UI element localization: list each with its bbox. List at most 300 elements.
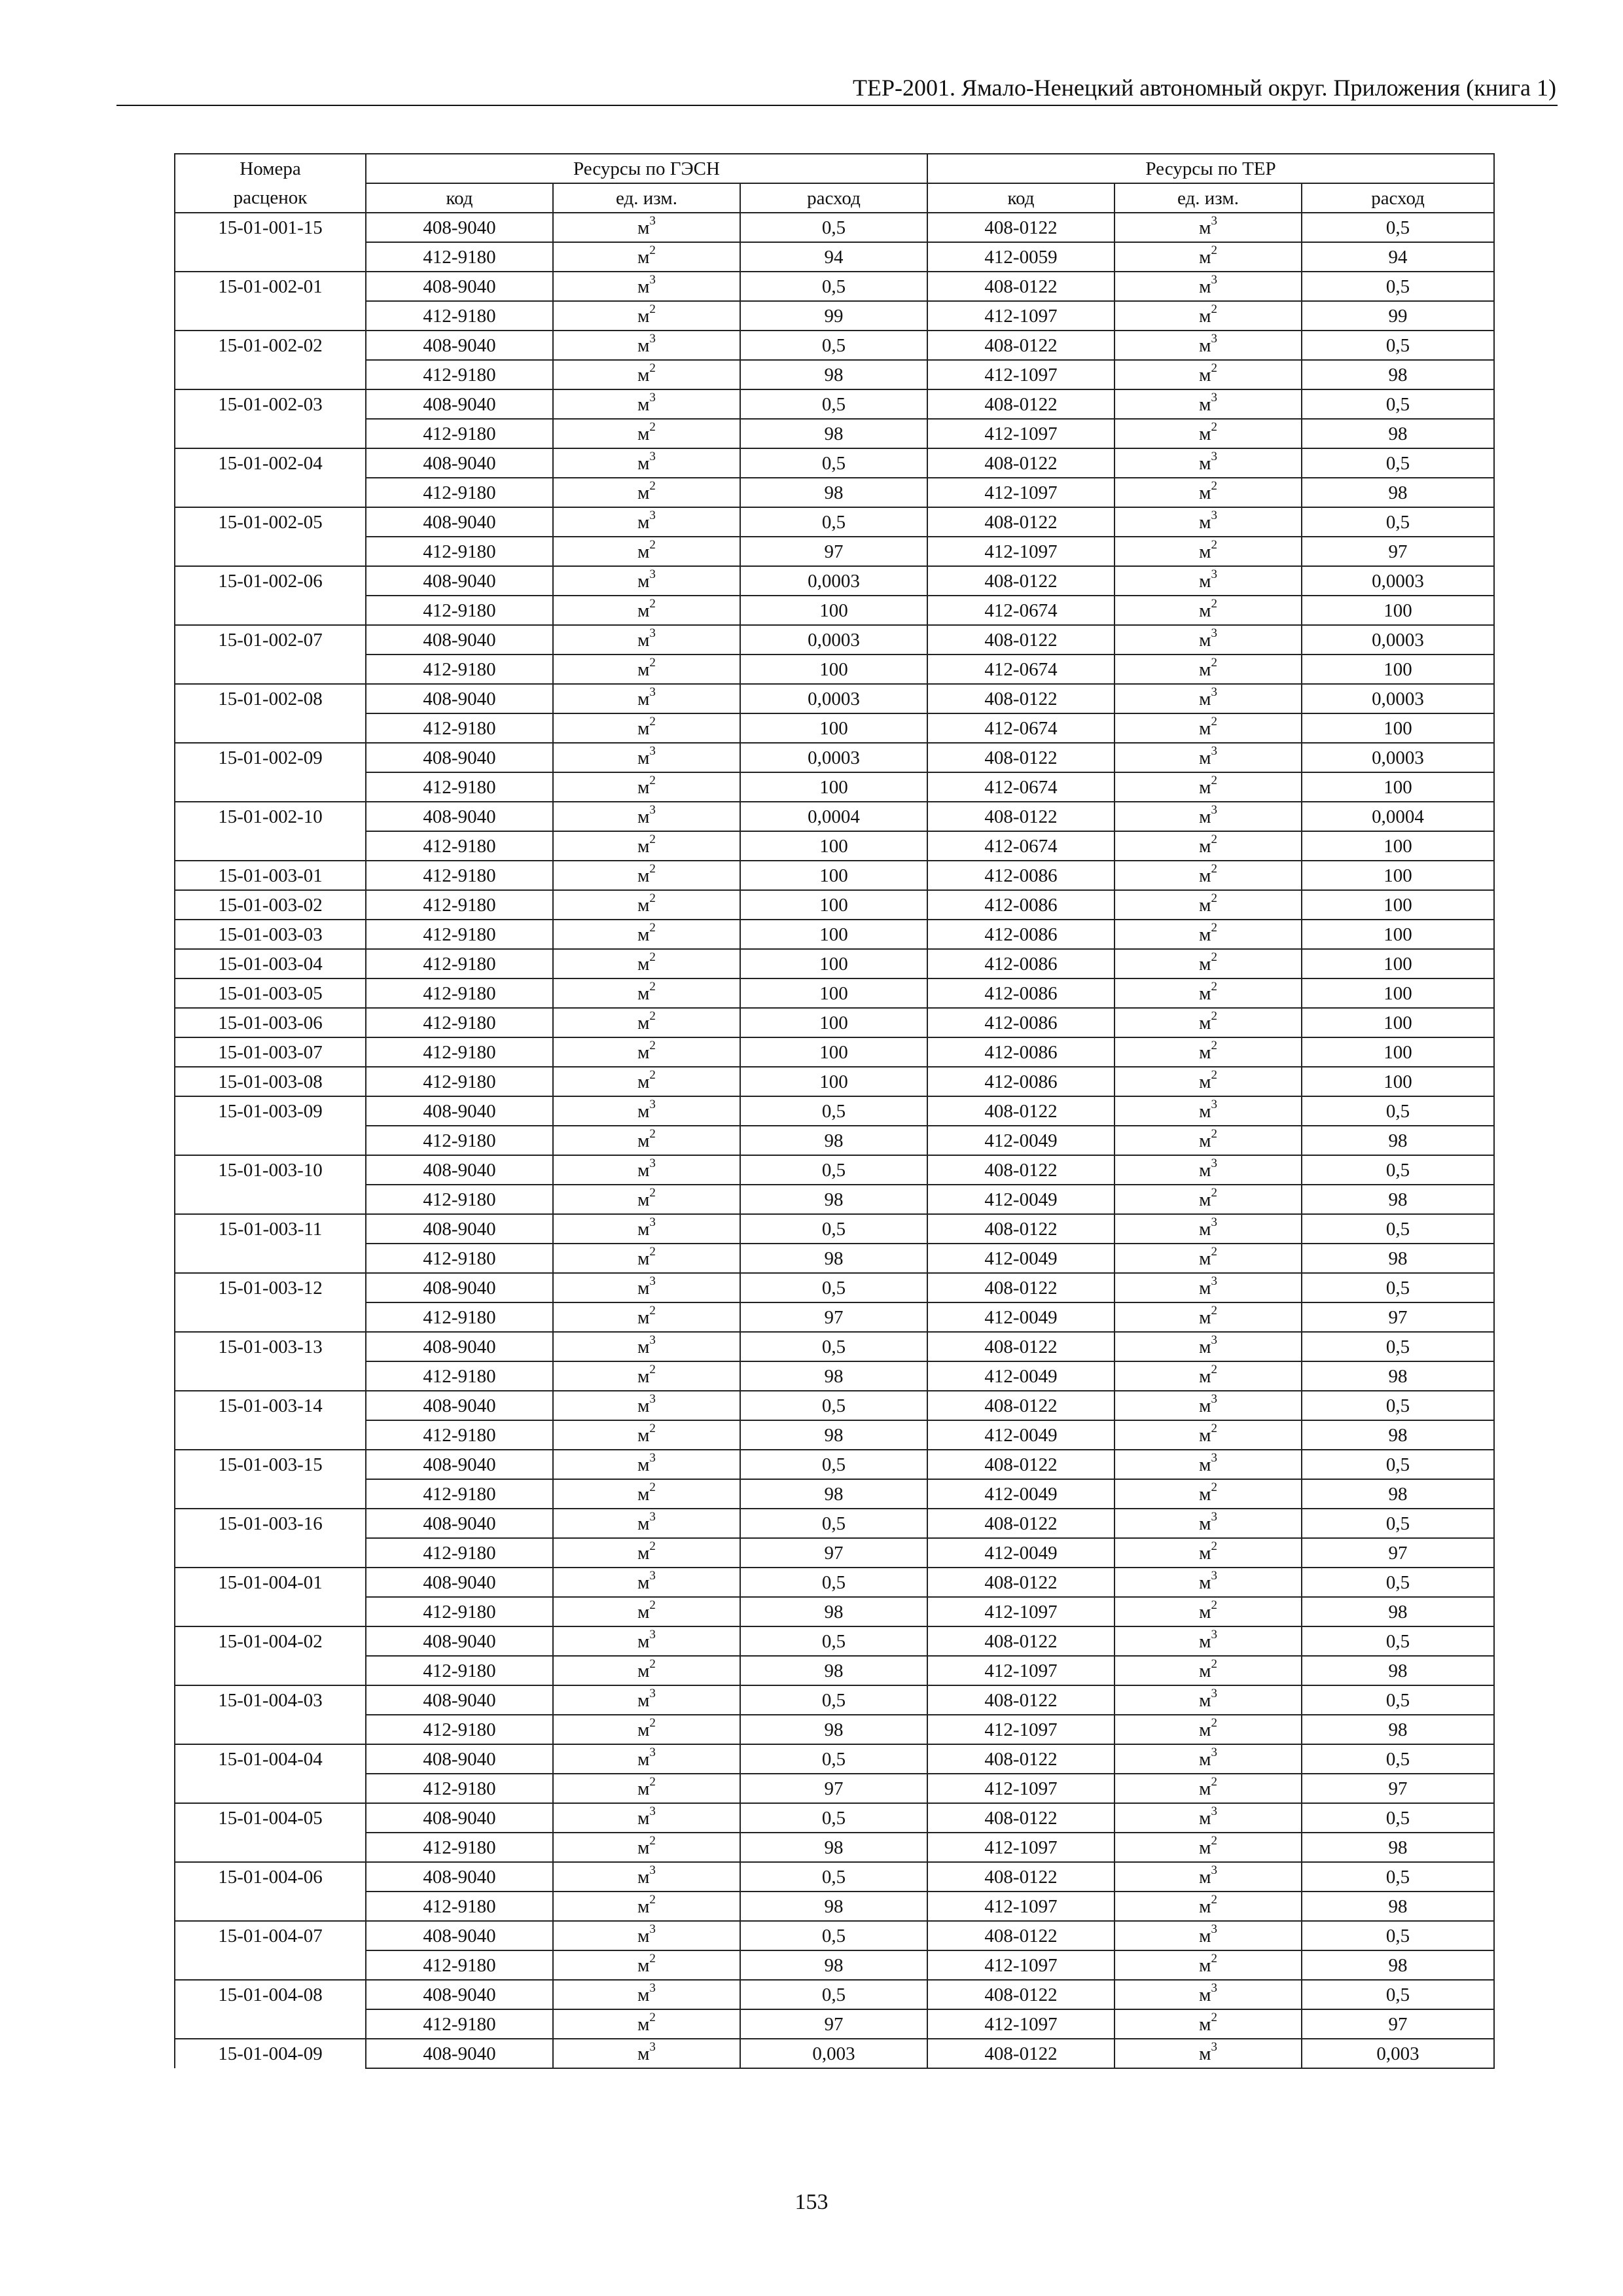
ter-consumption-cell: 98: [1302, 1892, 1494, 1921]
ter-unit-cell: [1115, 478, 1302, 507]
rate-number-cell: 15-01-003-07: [175, 1037, 366, 1067]
header-rate-numbers-line2: расценок: [175, 183, 366, 213]
gesn-unit-cell: [553, 537, 740, 566]
unit-exponent: 2: [1211, 1421, 1217, 1435]
table-row: [175, 861, 1494, 890]
ter-consumption-cell: 97: [1302, 1302, 1494, 1332]
gesn-code-cell: 412-9180: [366, 242, 553, 272]
ter-code-cell: 412-1097: [927, 1950, 1115, 1980]
unit-exponent: 3: [649, 567, 656, 581]
unit-exponent: 2: [1211, 1480, 1217, 1494]
ter-consumption-cell: 100: [1302, 596, 1494, 625]
ter-unit-cell: [1115, 1950, 1302, 1980]
ter-code-cell: 408-0122: [927, 1685, 1115, 1715]
unit-exponent: 2: [1211, 861, 1217, 876]
gesn-code-cell: 408-9040: [366, 1155, 553, 1185]
rate-number-cell: 15-01-002-01: [175, 272, 366, 301]
ter-code-cell: 412-0086: [927, 890, 1115, 920]
gesn-code-cell: 412-9180: [366, 419, 553, 448]
ter-code-cell: 408-0122: [927, 1096, 1115, 1126]
gesn-code-cell: 412-9180: [366, 713, 553, 743]
gesn-unit-cell: [553, 389, 740, 419]
unit-exponent: 2: [649, 1185, 656, 1200]
unit-base: м: [1199, 776, 1211, 798]
unit-base: м: [1199, 1630, 1211, 1652]
unit-exponent: 3: [1211, 272, 1217, 287]
rate-number-cell: [175, 301, 366, 331]
unit-base: м: [637, 953, 650, 975]
rate-number-cell: 15-01-002-07: [175, 625, 366, 655]
unit-exponent: 3: [1211, 567, 1217, 581]
unit-base: м: [637, 629, 650, 651]
unit-exponent: 2: [1211, 1009, 1217, 1023]
gesn-unit-cell: [553, 861, 740, 890]
gesn-code-cell: 412-9180: [366, 1067, 553, 1096]
ter-unit-cell: [1115, 1597, 1302, 1626]
rate-number-cell: [175, 242, 366, 272]
unit-exponent: 2: [1211, 1038, 1217, 1052]
rate-number-cell: 15-01-004-02: [175, 1626, 366, 1656]
rate-number-cell: 15-01-002-05: [175, 507, 366, 537]
ter-consumption-cell: 0,5: [1302, 507, 1494, 537]
ter-code-cell: 412-1097: [927, 537, 1115, 566]
gesn-consumption-cell: 0,5: [740, 1273, 927, 1302]
ter-code-cell: 412-0086: [927, 978, 1115, 1008]
unit-base: м: [1199, 717, 1211, 739]
unit-base: м: [1199, 1012, 1211, 1033]
rate-number-cell: [175, 1244, 366, 1273]
unit-base: м: [1199, 1895, 1211, 1917]
ter-code-cell: 408-0122: [927, 566, 1115, 596]
unit-base: м: [637, 1424, 650, 1446]
ter-code-cell: 412-0674: [927, 713, 1115, 743]
gesn-code-cell: 412-9180: [366, 1715, 553, 1744]
gesn-unit-cell: [553, 1921, 740, 1950]
rate-number-cell: 15-01-003-03: [175, 920, 366, 949]
rate-number-cell: [175, 1479, 366, 1509]
unit-exponent: 2: [649, 979, 656, 994]
ter-unit-cell: [1115, 713, 1302, 743]
gesn-unit-cell: [553, 2039, 740, 2068]
table-row: [175, 1862, 1494, 1892]
header-rule: [116, 105, 1558, 106]
ter-unit-cell: [1115, 2039, 1302, 2068]
unit-exponent: 2: [1211, 1598, 1217, 1612]
unit-base: м: [637, 688, 650, 709]
gesn-consumption-cell: 98: [740, 1126, 927, 1155]
gesn-consumption-cell: 98: [740, 1833, 927, 1862]
unit-base: м: [637, 511, 650, 533]
unit-base: м: [637, 1247, 650, 1269]
rate-number-cell: 15-01-003-08: [175, 1067, 366, 1096]
ter-consumption-cell: 100: [1302, 890, 1494, 920]
gesn-code-cell: 412-9180: [366, 301, 553, 331]
unit-exponent: 3: [1211, 744, 1217, 758]
unit-base: м: [637, 894, 650, 916]
unit-exponent: 2: [649, 1480, 656, 1494]
table-row: [175, 2009, 1494, 2039]
table-row: [175, 625, 1494, 655]
unit-base: м: [637, 393, 650, 415]
gesn-consumption-cell: 100: [740, 831, 927, 861]
unit-base: м: [1199, 1660, 1211, 1681]
gesn-unit-cell: [553, 1420, 740, 1450]
gesn-code-cell: 408-9040: [366, 1921, 553, 1950]
unit-exponent: 2: [1211, 1362, 1217, 1376]
gesn-unit-cell: [553, 890, 740, 920]
gesn-code-cell: 412-9180: [366, 596, 553, 625]
gesn-code-cell: 412-9180: [366, 772, 553, 802]
rate-number-cell: [175, 831, 366, 861]
ter-code-cell: 412-0674: [927, 596, 1115, 625]
unit-base: м: [637, 1012, 650, 1033]
gesn-consumption-cell: 98: [740, 1361, 927, 1391]
table-row: [175, 537, 1494, 566]
ter-consumption-cell: 0,5: [1302, 1862, 1494, 1892]
ter-consumption-cell: 97: [1302, 1774, 1494, 1803]
gesn-code-cell: 408-9040: [366, 331, 553, 360]
unit-base: м: [1199, 1395, 1211, 1416]
unit-exponent: 3: [1211, 685, 1217, 699]
ter-consumption-cell: 0,5: [1302, 1626, 1494, 1656]
header-row-2: [175, 183, 1494, 213]
ter-unit-cell: [1115, 1656, 1302, 1685]
gesn-code-cell: 412-9180: [366, 655, 553, 684]
table-row: [175, 890, 1494, 920]
gesn-code-cell: 412-9180: [366, 1008, 553, 1037]
unit-base: м: [1199, 1159, 1211, 1181]
gesn-code-cell: 412-9180: [366, 1774, 553, 1803]
unit-exponent: 2: [1211, 1185, 1217, 1200]
table-row: [175, 331, 1494, 360]
rate-number-cell: [175, 1950, 366, 1980]
gesn-consumption-cell: 98: [740, 478, 927, 507]
rate-number-cell: [175, 478, 366, 507]
unit-base: м: [637, 482, 650, 503]
table-row: [175, 1980, 1494, 2009]
table-row: [175, 978, 1494, 1008]
rate-number-cell: [175, 655, 366, 684]
page-number: 153: [794, 2190, 829, 2214]
header-ter-code: код: [927, 183, 1115, 213]
ter-code-cell: 412-1097: [927, 1892, 1115, 1921]
rate-number-cell: 15-01-002-08: [175, 684, 366, 713]
unit-base: м: [1199, 1542, 1211, 1564]
ter-consumption-cell: 100: [1302, 978, 1494, 1008]
table-row: [175, 1774, 1494, 1803]
gesn-code-cell: 412-9180: [366, 1037, 553, 1067]
unit-exponent: 2: [1211, 1715, 1217, 1730]
gesn-unit-cell: [553, 1833, 740, 1862]
ter-unit-cell: [1115, 360, 1302, 389]
ter-consumption-cell: 100: [1302, 655, 1494, 684]
ter-code-cell: 408-0122: [927, 684, 1115, 713]
unit-base: м: [1199, 1247, 1211, 1269]
unit-base: м: [637, 1365, 650, 1387]
ter-code-cell: 412-1097: [927, 301, 1115, 331]
unit-exponent: 2: [649, 714, 656, 728]
unit-base: м: [637, 1925, 650, 1946]
table-row: [175, 831, 1494, 861]
ter-consumption-cell: 0,5: [1302, 213, 1494, 242]
unit-base: м: [1199, 1100, 1211, 1122]
gesn-unit-cell: [553, 419, 740, 448]
ter-consumption-cell: 100: [1302, 713, 1494, 743]
gesn-code-cell: 408-9040: [366, 213, 553, 242]
gesn-code-cell: 412-9180: [366, 1833, 553, 1862]
gesn-consumption-cell: 0,003: [740, 2039, 927, 2068]
unit-exponent: 2: [649, 1951, 656, 1965]
ter-consumption-cell: 100: [1302, 1067, 1494, 1096]
ter-code-cell: 408-0122: [927, 625, 1115, 655]
unit-exponent: 3: [649, 1391, 656, 1406]
unit-base: м: [637, 570, 650, 592]
ter-consumption-cell: 97: [1302, 537, 1494, 566]
ter-consumption-cell: 0,5: [1302, 1980, 1494, 2009]
unit-exponent: 2: [1211, 1067, 1217, 1082]
rate-number-cell: 15-01-003-14: [175, 1391, 366, 1420]
gesn-code-cell: 408-9040: [366, 389, 553, 419]
gesn-code-cell: 408-9040: [366, 1980, 553, 2009]
gesn-code-cell: 408-9040: [366, 1214, 553, 1244]
table-row: [175, 1067, 1494, 1096]
unit-exponent: 3: [649, 1745, 656, 1759]
gesn-consumption-cell: 0,0004: [740, 802, 927, 831]
unit-base: м: [1199, 1130, 1211, 1151]
gesn-consumption-cell: 0,5: [740, 1214, 927, 1244]
gesn-code-cell: 412-9180: [366, 831, 553, 861]
rate-number-cell: 15-01-002-03: [175, 389, 366, 419]
table-row: [175, 1273, 1494, 1302]
header-row-1: [175, 154, 1494, 183]
unit-exponent: 3: [649, 1686, 656, 1700]
unit-base: м: [1199, 1424, 1211, 1446]
gesn-unit-cell: [553, 625, 740, 655]
gesn-consumption-cell: 0,5: [740, 1155, 927, 1185]
ter-unit-cell: [1115, 1273, 1302, 1302]
table-row: [175, 1332, 1494, 1361]
gesn-unit-cell: [553, 978, 740, 1008]
unit-base: м: [637, 1336, 650, 1357]
table-row: [175, 596, 1494, 625]
unit-exponent: 2: [1211, 891, 1217, 905]
ter-consumption-cell: 0,5: [1302, 331, 1494, 360]
table-row: [175, 1450, 1494, 1479]
gesn-consumption-cell: 100: [740, 861, 927, 890]
unit-base: м: [637, 1689, 650, 1711]
gesn-unit-cell: [553, 1597, 740, 1626]
ter-code-cell: 412-1097: [927, 360, 1115, 389]
unit-exponent: 3: [1211, 2039, 1217, 2054]
table-row: [175, 507, 1494, 537]
gesn-code-cell: 412-9180: [366, 1538, 553, 1568]
unit-base: м: [1199, 1483, 1211, 1505]
table-row: [175, 242, 1494, 272]
gesn-unit-cell: [553, 1391, 740, 1420]
ter-consumption-cell: 100: [1302, 920, 1494, 949]
ter-unit-cell: [1115, 949, 1302, 978]
unit-base: м: [1199, 600, 1211, 621]
ter-consumption-cell: 94: [1302, 242, 1494, 272]
rate-number-cell: 15-01-003-10: [175, 1155, 366, 1185]
rate-number-cell: 15-01-002-04: [175, 448, 366, 478]
gesn-code-cell: 408-9040: [366, 272, 553, 301]
unit-base: м: [1199, 1866, 1211, 1888]
running-title: ТЕР-2001. Ямало-Ненецкий автономный округ. Приложения (книга 1): [853, 75, 1556, 101]
unit-base: м: [1199, 2013, 1211, 2035]
unit-exponent: 3: [649, 1274, 656, 1288]
gesn-unit-cell: [553, 507, 740, 537]
unit-exponent: 3: [649, 1981, 656, 1995]
gesn-code-cell: 408-9040: [366, 1568, 553, 1597]
unit-exponent: 3: [649, 1568, 656, 1583]
gesn-code-cell: 408-9040: [366, 1862, 553, 1892]
unit-base: м: [637, 1071, 650, 1092]
gesn-consumption-cell: 98: [740, 419, 927, 448]
gesn-unit-cell: [553, 655, 740, 684]
rate-number-cell: [175, 1126, 366, 1155]
ter-consumption-cell: 0,5: [1302, 1568, 1494, 1597]
table-row: [175, 920, 1494, 949]
table-row: [175, 272, 1494, 301]
gesn-consumption-cell: 97: [740, 2009, 927, 2039]
rate-number-cell: [175, 1538, 366, 1568]
unit-base: м: [1199, 1954, 1211, 1976]
gesn-unit-cell: [553, 772, 740, 802]
table-row: [175, 1302, 1494, 1332]
unit-exponent: 3: [1211, 1568, 1217, 1583]
gesn-unit-cell: [553, 1715, 740, 1744]
gesn-consumption-cell: 0,5: [740, 1332, 927, 1361]
gesn-unit-cell: [553, 1803, 740, 1833]
ter-consumption-cell: 0,0004: [1302, 802, 1494, 831]
unit-base: м: [637, 541, 650, 562]
gesn-unit-cell: [553, 478, 740, 507]
ter-code-cell: 412-0049: [927, 1126, 1115, 1155]
unit-exponent: 2: [1211, 420, 1217, 434]
ter-consumption-cell: 0,5: [1302, 272, 1494, 301]
gesn-code-cell: 408-9040: [366, 743, 553, 772]
ter-code-cell: 408-0122: [927, 389, 1115, 419]
rate-number-cell: [175, 1774, 366, 1803]
ter-code-cell: 412-0086: [927, 1037, 1115, 1067]
unit-base: м: [637, 276, 650, 297]
ter-unit-cell: [1115, 1833, 1302, 1862]
unit-base: м: [1199, 2043, 1211, 2064]
gesn-unit-cell: [553, 566, 740, 596]
ter-code-cell: 408-0122: [927, 2039, 1115, 2068]
ter-consumption-cell: 100: [1302, 1037, 1494, 1067]
unit-exponent: 2: [1211, 2010, 1217, 2024]
ter-code-cell: 412-0086: [927, 949, 1115, 978]
header-ter-unit: ед. изм.: [1115, 183, 1302, 213]
gesn-unit-cell: [553, 360, 740, 389]
ter-unit-cell: [1115, 920, 1302, 949]
unit-base: м: [637, 1130, 650, 1151]
gesn-consumption-cell: 0,5: [740, 1096, 927, 1126]
unit-exponent: 2: [649, 478, 656, 493]
gesn-consumption-cell: 0,5: [740, 1921, 927, 1950]
ter-code-cell: 408-0122: [927, 1744, 1115, 1774]
unit-exponent: 3: [1211, 213, 1217, 228]
ter-unit-cell: [1115, 331, 1302, 360]
unit-base: м: [637, 217, 650, 238]
ter-unit-cell: [1115, 1008, 1302, 1037]
gesn-unit-cell: [553, 1685, 740, 1715]
gesn-consumption-cell: 100: [740, 890, 927, 920]
gesn-consumption-cell: 100: [740, 655, 927, 684]
gesn-consumption-cell: 97: [740, 1302, 927, 1332]
ter-code-cell: 412-0674: [927, 655, 1115, 684]
unit-base: м: [637, 423, 650, 444]
table-row: [175, 1744, 1494, 1774]
gesn-unit-cell: [553, 301, 740, 331]
rate-number-cell: [175, 1361, 366, 1391]
ter-consumption-cell: 98: [1302, 419, 1494, 448]
gesn-code-cell: 412-9180: [366, 478, 553, 507]
ter-consumption-cell: 0,5: [1302, 1391, 1494, 1420]
ter-code-cell: 408-0122: [927, 1391, 1115, 1420]
gesn-code-cell: 408-9040: [366, 448, 553, 478]
ter-unit-cell: [1115, 1244, 1302, 1273]
ter-unit-cell: [1115, 1214, 1302, 1244]
unit-base: м: [1199, 1277, 1211, 1299]
ter-code-cell: 412-1097: [927, 1833, 1115, 1862]
gesn-consumption-cell: 98: [740, 1244, 927, 1273]
unit-base: м: [637, 1837, 650, 1858]
rate-number-cell: [175, 1833, 366, 1862]
ter-code-cell: 408-0122: [927, 331, 1115, 360]
rate-number-cell: [175, 1420, 366, 1450]
rate-number-cell: 15-01-002-02: [175, 331, 366, 360]
table-row: [175, 1626, 1494, 1656]
ter-consumption-cell: 98: [1302, 1597, 1494, 1626]
header-rate-numbers-line1: Номера: [175, 154, 366, 183]
unit-base: м: [1199, 1454, 1211, 1475]
ter-code-cell: 408-0122: [927, 1980, 1115, 2009]
unit-exponent: 2: [1211, 950, 1217, 964]
gesn-unit-cell: [553, 1774, 740, 1803]
ter-unit-cell: [1115, 1626, 1302, 1656]
gesn-code-cell: 408-9040: [366, 1685, 553, 1715]
rate-number-cell: [175, 1656, 366, 1685]
gesn-consumption-cell: 0,5: [740, 507, 927, 537]
resources-table: [174, 153, 1495, 2069]
gesn-consumption-cell: 0,5: [740, 1803, 927, 1833]
gesn-consumption-cell: 0,5: [740, 1568, 927, 1597]
unit-base: м: [1199, 217, 1211, 238]
ter-consumption-cell: 98: [1302, 1361, 1494, 1391]
gesn-consumption-cell: 100: [740, 920, 927, 949]
ter-unit-cell: [1115, 596, 1302, 625]
gesn-consumption-cell: 98: [740, 1597, 927, 1626]
ter-unit-cell: [1115, 1096, 1302, 1126]
ter-consumption-cell: 98: [1302, 1715, 1494, 1744]
unit-exponent: 2: [649, 1362, 656, 1376]
gesn-unit-cell: [553, 1626, 740, 1656]
ter-unit-cell: [1115, 1302, 1302, 1332]
unit-exponent: 3: [1211, 1922, 1217, 1936]
ter-consumption-cell: 0,5: [1302, 1155, 1494, 1185]
ter-unit-cell: [1115, 1685, 1302, 1715]
unit-base: м: [637, 1100, 650, 1122]
gesn-unit-cell: [553, 1332, 740, 1361]
header-gesn-unit: ед. изм.: [553, 183, 740, 213]
gesn-consumption-cell: 0,5: [740, 448, 927, 478]
gesn-unit-cell: [553, 713, 740, 743]
unit-base: м: [637, 658, 650, 680]
rate-number-cell: 15-01-004-03: [175, 1685, 366, 1715]
